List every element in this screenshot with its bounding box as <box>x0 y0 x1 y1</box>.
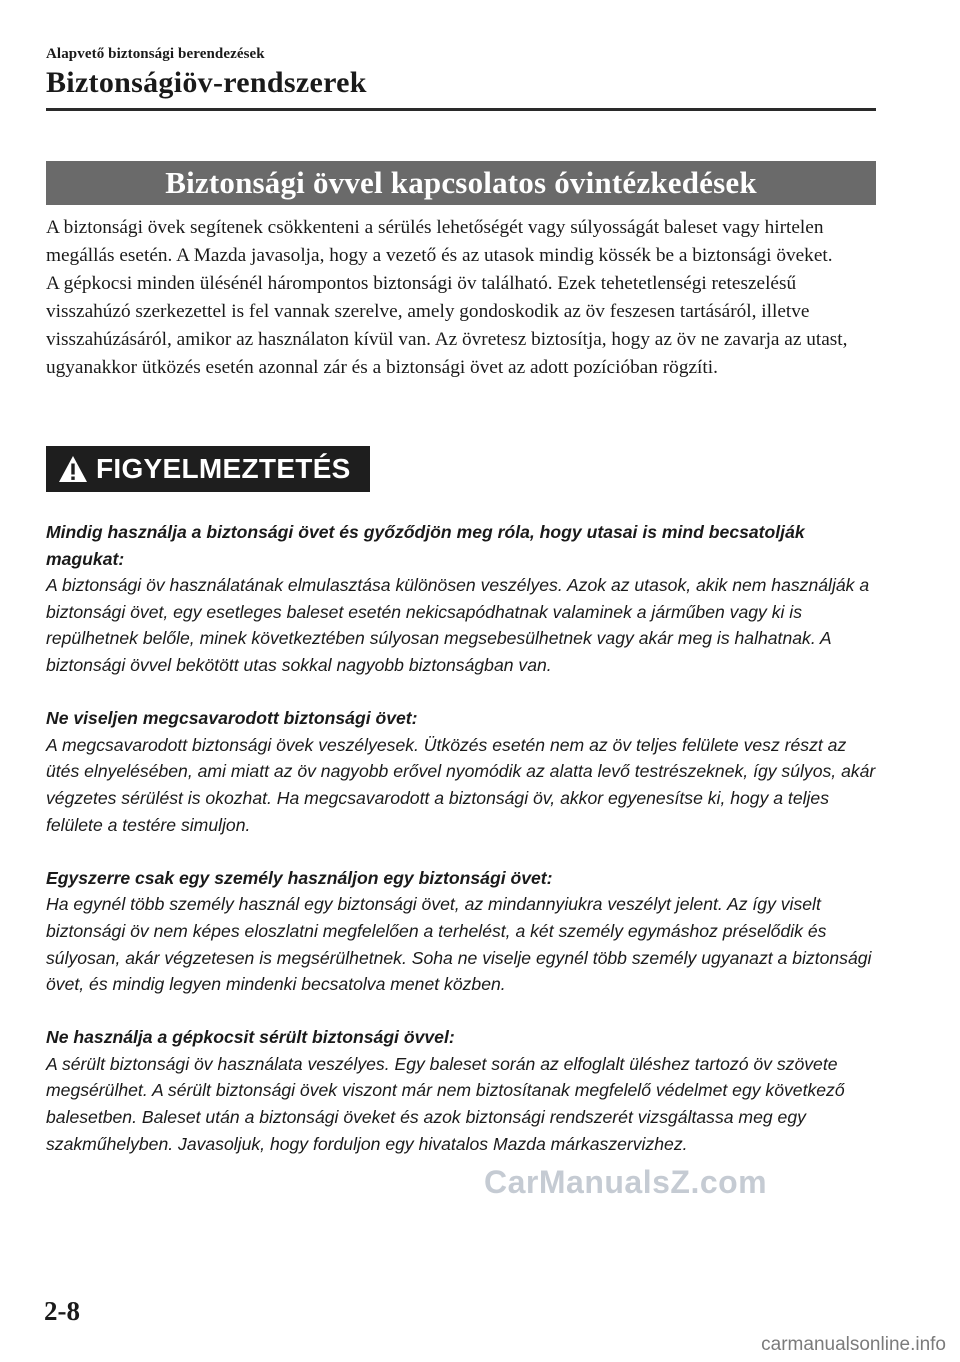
page-number: 2-8 <box>44 1296 80 1326</box>
warning-heading: Mindig használja a biztonsági övet és győződjön meg róla, hogy utasai is mind becsatolják magukat: <box>46 522 805 569</box>
section-label: Alapvető biztonsági berendezések <box>46 46 265 62</box>
warning-body: A megcsavarodott biztonsági övek veszélyesek. Ütközés esetén nem az öv teljes felülete vesz részt az ütés elnyelésében, ami miatt az öv nagyobb erővel nyomódik az alatta levő testrészeknek, így súlyos, akár végzetes sérülést is okozhat. Ha megcsavarodott a biztonsági öv, akkor egyenesítse ki, hogy a teljes felülete a testére simuljon. <box>46 734 876 835</box>
chapter-title: Biztonságiöv-rendszerek <box>46 66 367 99</box>
intro-paragraph: A gépkocsi minden ülésénél hárompontos biztonsági öv található. Ezek tehetetlenségi reteszelésű visszahúzó szerkezettel is fel vannak szerelve, amely gondoskodik az öv feszesen tartásáról, illetve visszahúzásáról, amikor az használaton kívül van. Az övretesz biztosítja, hogy az öv ne zavarja az utast, ugyanakkor ütközés esetén azonnal zár és a biztonsági övet az adott pozícióban rögzíti. <box>46 273 848 378</box>
warning-heading: Ne használja a gépkocsit sérült biztonsági övvel: <box>46 1027 455 1048</box>
intro-text <box>46 214 878 382</box>
warning-item <box>46 705 878 838</box>
banner-title: Biztonsági övvel kapcsolatos óvintézkedések <box>165 165 757 200</box>
warning-list <box>46 519 878 1184</box>
warning-item <box>46 519 878 679</box>
footer-site-link[interactable]: carmanualsonline.info <box>761 1334 946 1355</box>
warning-item <box>46 865 878 998</box>
warning-heading: Egyszerre csak egy személy használjon egy biztonsági övet: <box>46 867 553 888</box>
watermark: CarManualsZ.com <box>484 1164 768 1200</box>
warning-triangle-icon <box>58 455 88 483</box>
warning-heading: Ne viseljen megcsavarodott biztonsági övet: <box>46 708 418 729</box>
warning-label-box <box>46 446 370 492</box>
section-banner <box>46 161 876 205</box>
warning-body: A biztonsági öv használatának elmulasztása különösen veszélyes. Azok az utasok, akik nem használják a biztonsági övet, egy esetleges baleset esetén nekicsapódhatnak valaminek a járműben vagy ki is repülhetnek belőle, minek következtében súlyosan megsebesülhetnek vagy akár meg is halhatnak. A biztonsági övvel bekötött utas sokkal nagyobb biztonságban van. <box>46 575 870 675</box>
warning-label: FIGYELMEZTETÉS <box>96 453 351 484</box>
intro-paragraph: A biztonsági övek segítenek csökkenteni a sérülés lehetőségét vagy súlyosságát baleset vagy hirtelen megállás esetén. A Mazda javasolja, hogy a vezető és az utasok mindig kössék be a biztonsági öveket. <box>46 217 833 266</box>
warning-body: A sérült biztonsági öv használata veszélyes. Egy baleset során az elfoglalt üléshez tartozó öv szövete megsérülhet. A sérült biztonsági övek viszont már nem biztosítanak megfelelő védelmet egy következő balesetben. Baleset után a biztonsági öveket és azok biztonsági rendszerét vizsgáltassa meg egy szakműhelyben. Javasoljuk, hogy forduljon egy hivatalos Mazda márkaszervizhez. <box>46 1053 845 1154</box>
title-divider <box>46 108 876 111</box>
warning-item <box>46 1024 878 1157</box>
warning-body: Ha egynél több személy használ egy biztonsági övet, az mindannyiukra veszélyt jelent. Az így viselt biztonsági öv nem képes eloszlatni megfelelően a terhelést, a két személy egymáshoz préselődik és súlyosan, akár végzetesen is megsérülhetnek. Soha ne viselje egynél több személy ugyanazt a biztonsági övet, és mindig legyen mindenki becsatolva menet közben. <box>46 894 872 995</box>
